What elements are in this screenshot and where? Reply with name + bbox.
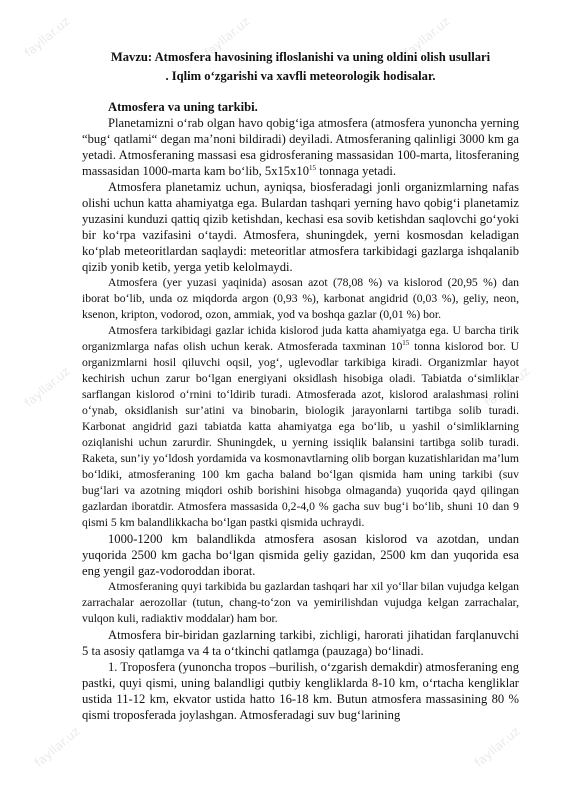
paragraph-4 — [82, 323, 519, 531]
watermark-text: fayllar.uz — [401, 14, 453, 60]
watermark-text: fayllar.uz — [481, 364, 533, 410]
watermark-text: fayllar.uz — [21, 364, 73, 410]
paragraph-3: Atmosfera (yer yuzasi yaqinida) asosan azot (78,08 %) va kislorod (20,95 %) dan iborat bo‘lib, unda oz miqdorda argon (0,93 %), karbonat angidrid (0,03 %), geliy, neon, ksenon, kripton, vodorod, ozon, ammiak, yod va boshqa gazlar (0,01 %) bor. — [82, 276, 519, 321]
watermark-text: fayllar.uz — [471, 724, 523, 770]
paragraph-1-text-b: tonnaga yetadi. — [316, 164, 397, 178]
paragraph-5: 1000-1200 km balandlikda atmosfera asosan kislorod va azotdan, undan yuqorida 2500 km gacha bo‘lgan qismida geliy gazidan, 2500 km dan yuqorida esa eng yengil gaz-vodoroddan iborat. — [82, 532, 519, 578]
paragraph-6: Atmosferaning quyi tarkibida bu gazlardan tashqari har xil yo‘llar bilan vujudga kelgan zarrachalar aerozollar (tutun, chang-to‘zon va yemirilishdan vujudga kelgan zarrachalar, vulqon kuli, radiaktiv moddalar) ham bor. — [82, 580, 519, 625]
document-page — [82, 48, 519, 723]
paragraph-4-superscript: 15 — [402, 339, 410, 348]
title-line-1: Mavzu: Atmosfera havosining ifloslanishi va uning oldini olish usullari — [110, 50, 491, 64]
watermark-text: fayllar.uz — [31, 724, 83, 770]
title-line-2: . Iqlim o‘zgarishi va xavfli meteorologik hodisalar. — [165, 68, 436, 83]
section-heading: Atmosfera va uning tarkibi. — [108, 100, 258, 114]
paragraph-1 — [82, 115, 519, 179]
paragraph-8: 1. Troposfera (yunoncha tropos –burilish, o‘zgarish demakdir) atmosferaning eng pastki, quyi qismi, uning balandligi qutbiy kengliklarda 8-10 km, o‘rtacha kengliklar ustida 11-12 km, ekvator ustida hatto 16-18 km. Butun atmosfera massasining 80 % qismi troposferada joylashgan. Atmosferadagi suv bug‘larining — [82, 660, 519, 722]
document-title — [82, 48, 519, 85]
paragraph-4-text-a: Atmosfera tarkibidagi gazlar ichida kislorod juda katta ahamiyatga ega. U barcha tirik organizmlarga nafas olish uchun kerak. Atmosferada taxminan 10 — [82, 324, 519, 353]
paragraph-2: Atmosfera planetamiz uchun, ayniqsa, biosferadagi jonli organizmlarning nafas olishi uchun katta ahamiyatga ega. Bulardan tashqari yerning havo qobig‘i planetamiz yuzasini kunduzi qattiq qizib ketishdan, kechasi esa sovib ketishdan saqlovchi go‘yoki bir ko‘rpa vazifasini o‘taydi. Atmosfera, shuningdek, yerni kosmosdan keladigan ko‘plab meteoritlardan saqlaydi: meteoritlar atmosfera tarkibidagi gazlarga ishqalanib qizib yonib ketib, yerga yetib kelolmaydi. — [82, 180, 519, 274]
paragraph-1-superscript: 15 — [309, 163, 316, 172]
watermark-text: fayllar.uz — [201, 14, 253, 60]
paragraph-4-text-b: tonna kislorod bor. U organizmlarni hosil qiluvchi oqsil, yog‘, uglevodlar tarkibiga kiradi. Organizmlar hayot kechirish uchun zarur bo‘lgan energiyani oksidlash hisobiga oladi. Tabiatda o‘simliklar sarflangan kislorod o‘rnini to‘ldirib turadi. Atmosferada azot, kislorod aralashmasi rolini o‘ynab, oksidlanish sur’atini va binobarin, biologik jarayonlarni tartibga solib turadi. Karbonat angidrid gazi tabiatda katta ahamiyatga ega bo‘lib, u yashil o‘simliklarning oziqlanishi uchun zarurdir. Shuningdek, u yerning issiqlik balansini tartibga solib turadi. Raketa, sun’iy yo‘ldosh yordamida va kosmonavtlarning olib borgan kuzatishlaridan ma’lum bo‘ldiki, atmosferaning 100 km gacha baland bo‘lgan qismida ham uning tarkibi (suv bug‘lari va azotning miqdori oshib borishini hisobga olmaganda) yuqorida qayd qilingan gazlardan iboratdir. Atmosfera massasida 0,2-4,0 % gacha suv bug‘i bo‘lib, shuni 10 dan 9 qismi 5 km balandlikkacha bo‘lgan pastki qismida uchraydi. — [82, 340, 520, 529]
paragraph-1-text-a: Planetamizni o‘rab olgan havo qobig‘iga atmosfera (atmosfera yunoncha yerning “bug‘ qatlami“ degan ma’noni bildiradi) deyiladi. Atmosferaning qalinligi 3000 km ga yetadi. Atmosferaning massasi esa gidrosferaning massasidan 100-marta, litosferaning massasidan 1000-marta kam bo‘lib, 5x15x10 — [82, 116, 519, 178]
paragraph-7: Atmosfera bir-biridan gazlarning tarkibi, zichligi, harorati jihatidan farqlanuvchi 5 ta asosiy qatlamga va 4 ta o‘tkinchi qatlamga (pauzaga) bo‘linadi. — [82, 628, 519, 658]
watermark-text: fayllar.uz — [21, 14, 73, 60]
